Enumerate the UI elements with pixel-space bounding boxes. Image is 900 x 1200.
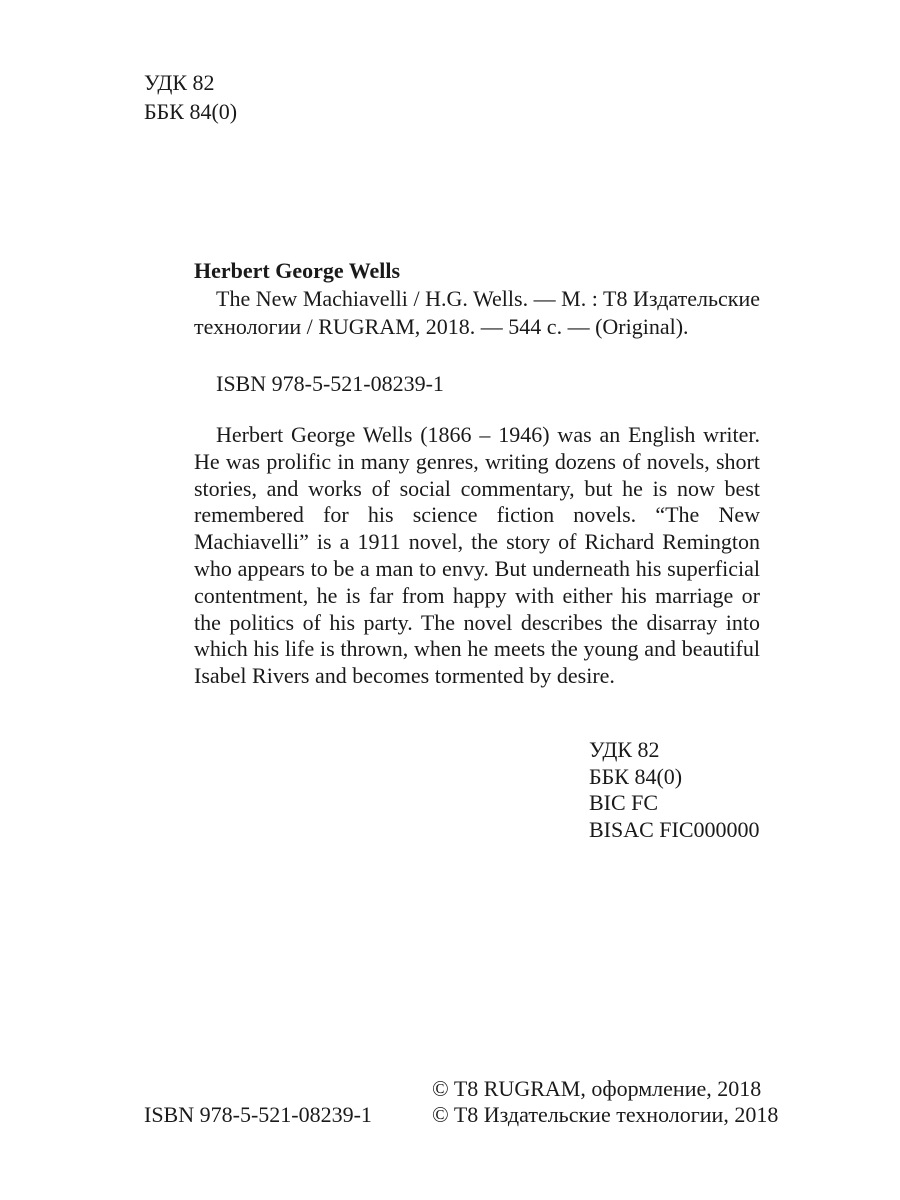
copyright-block <box>432 1076 778 1128</box>
bibliographic-description: The New Machiavelli / H.G. Wells. — M. : T8 Издательские технологии / RUGRAM, 2018. — 544 с. — (Original). <box>194 286 760 339</box>
copyright-publisher: © T8 Издательские технологии, 2018 <box>432 1102 779 1127</box>
catalog-record <box>194 257 760 690</box>
bbk-code: ББК 84(0) <box>144 99 238 124</box>
bisac-code: BISAC FIC000000 <box>589 816 760 842</box>
top-classification <box>144 68 237 126</box>
copyright-design: © T8 RUGRAM, оформление, 2018 <box>432 1076 762 1101</box>
footer-isbn: ISBN 978-5-521-08239-1 <box>144 1102 372 1127</box>
bic-code: BIC FC <box>589 790 659 815</box>
author-heading: Herbert George Wells <box>194 258 401 283</box>
record-isbn: ISBN 978-5-521-08239-1 <box>216 371 444 396</box>
right-classification <box>589 737 760 843</box>
udk-code-right: УДК 82 <box>589 737 660 762</box>
bbk-code-right: ББК 84(0) <box>589 763 683 789</box>
udk-code: УДК 82 <box>144 70 215 95</box>
annotation-paragraph: Herbert George Wells (1866 – 1946) was an English writer. He was prolific in many genres, writing dozens of novels, short stories, and works of social commentary, but he is now best remembered for his science fiction novels. “The New Machiavelli” is a 1911 novel, the story of Richard Remington who appears to be a man to envy. But underneath his superficial contentment, he is far from happy with either his marriage or the politics of his party. The novel describes the disarray into which his life is thrown, when he meets the young and beautiful Isabel Rivers and becomes tormented by desire. <box>194 422 760 689</box>
